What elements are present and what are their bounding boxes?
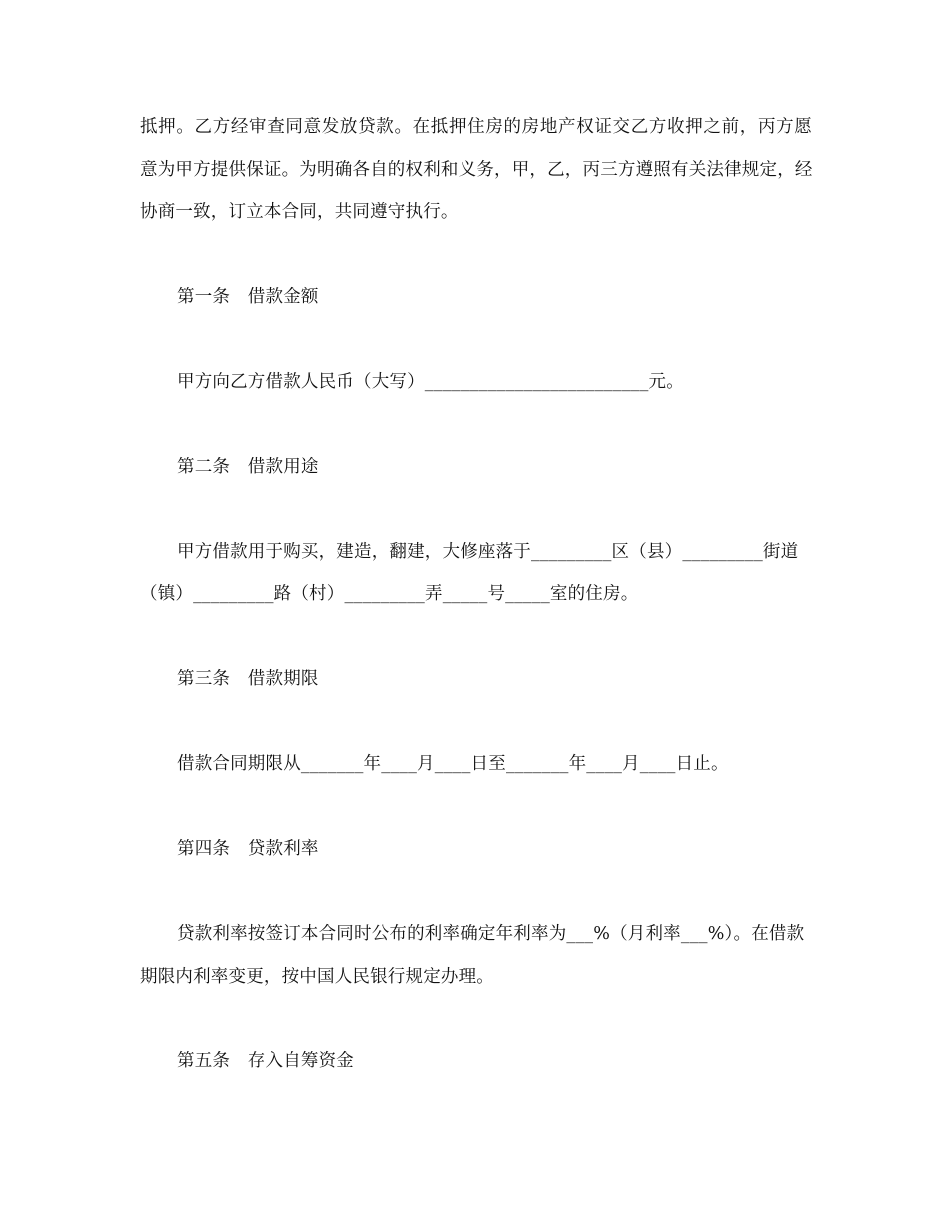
article-4-line-2: 期限内利率变更，按中国人民银行规定办理。	[140, 967, 494, 987]
intro-line-2: 意为甲方提供保证。为明确各自的权利和义务，甲，乙，丙三方遵照有关法律规定，经	[140, 160, 813, 180]
article-1-heading: 第一条 借款金额	[177, 287, 319, 307]
intro-line-1: 抵押。乙方经审查同意发放贷款。在抵押住房的房地产权证交乙方收押之前，丙方愿	[140, 117, 812, 137]
article-5-heading: 第五条 存入自筹资金	[177, 1051, 354, 1071]
intro-line-3: 协商一致，订立本合同，共同遵守执行。	[140, 202, 459, 222]
article-2-line-2: （镇）_________路（村）_________弄_____号_____室的住房。	[140, 584, 639, 604]
article-2-heading: 第二条 借款用途	[177, 457, 319, 477]
article-4-heading: 第四条 贷款利率	[177, 839, 319, 859]
article-4-line-1: 贷款利率按签订本合同时公布的利率确定年利率为___%（月利率___%）。在借款	[177, 924, 805, 944]
article-3-text: 借款合同期限从_______年____月____日至_______年____月____日止。	[177, 754, 729, 774]
article-2-line-1: 甲方借款用于购买，建造，翻建，大修座落于_________区（县）_________街道	[177, 542, 799, 562]
article-3-heading: 第三条 借款期限	[177, 669, 319, 689]
article-1-text: 甲方向乙方借款人民币（大写）_________________________元。	[177, 372, 684, 392]
